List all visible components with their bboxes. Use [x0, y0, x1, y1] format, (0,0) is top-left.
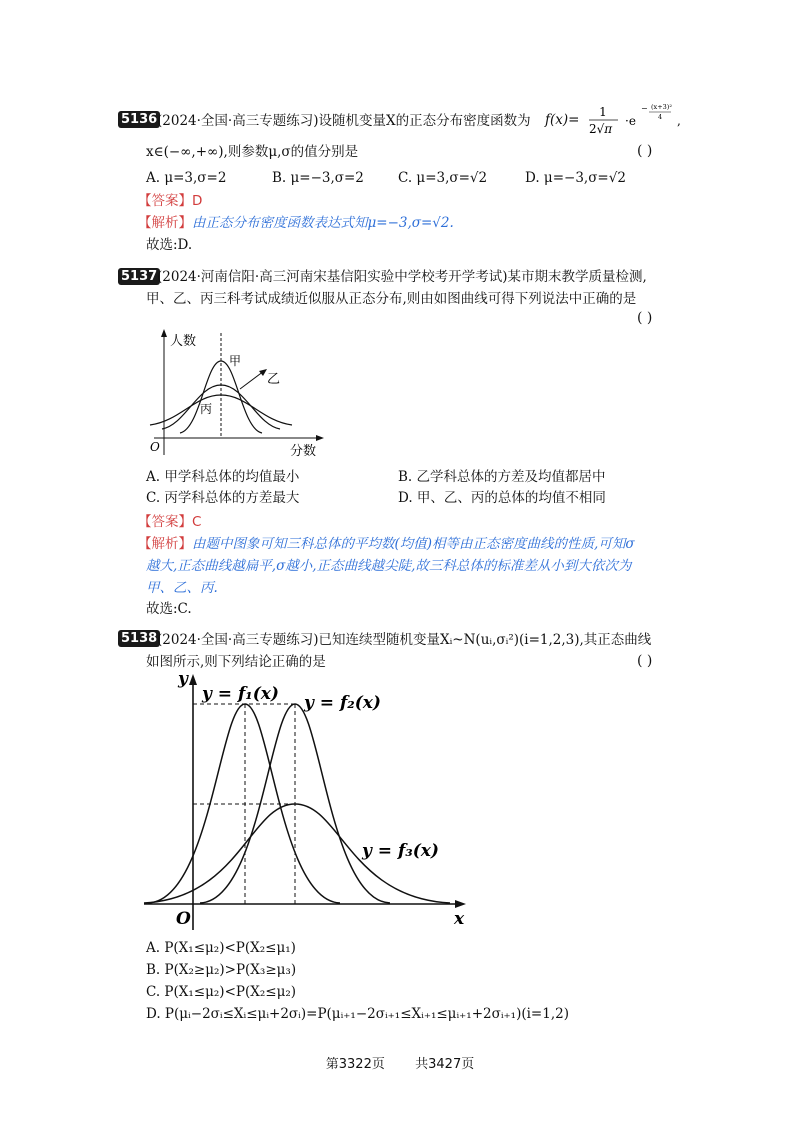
formula-fraction — [585, 103, 697, 139]
answer-line — [138, 192, 202, 210]
curve-label-jia: 甲 — [229, 354, 242, 368]
option-d: D. μ=−3,σ=√2 — [525, 170, 626, 186]
analysis-line-1 — [138, 535, 635, 553]
page-total: 共3427页 — [415, 1057, 475, 1072]
answer-blank: ( ) — [637, 653, 653, 669]
question-number: 5138 — [118, 630, 160, 647]
question-stem-line2: x∈(−∞,+∞),则参数μ,σ的值分别是 — [146, 144, 359, 160]
y-axis-arrow — [161, 329, 167, 337]
stem-text: (2024·全国·高三专题练习)设随机变量X的正态分布密度函数为 — [157, 113, 531, 129]
svg-text:−: − — [641, 104, 648, 113]
option-a: A. μ=3,σ=2 — [146, 170, 227, 186]
curve-label-yi: 乙 — [267, 372, 281, 387]
answer-value: D — [192, 193, 203, 209]
label-arrowhead — [259, 369, 267, 376]
formula-lhs: f(x)= — [545, 112, 580, 128]
x-axis-arrow — [316, 435, 324, 441]
origin-label: O — [150, 440, 160, 454]
option-b: B. μ=−3,σ=2 — [272, 170, 364, 186]
svg-text:,: , — [677, 114, 681, 128]
question-stem — [157, 112, 531, 130]
svg-text:·e: ·e — [625, 114, 636, 128]
normal-curves-figure-1 — [140, 325, 330, 465]
page-footer — [0, 1053, 800, 1072]
analysis-text: 由正态分布密度函数表达式知μ=−3,σ=√2. — [192, 215, 454, 231]
answer-label: 【答案】 — [138, 514, 192, 530]
option-c: C. μ=3,σ=√2 — [398, 170, 488, 186]
option-a: A. P(X₁≤μ₂)<P(X₂≤μ₁) — [146, 940, 296, 956]
question-number: 5136 — [118, 111, 160, 128]
answer-blank: ( ) — [637, 143, 653, 159]
curve-label-f1: y = f₁(x) — [202, 684, 279, 704]
conclusion: 故选:C. — [146, 601, 192, 617]
label-arrow — [240, 371, 264, 389]
y-label: y — [178, 669, 188, 689]
svg-text:2√π: 2√π — [589, 122, 613, 136]
page-number: 第3322页 — [325, 1057, 385, 1072]
analysis-line — [138, 214, 454, 232]
analysis-label: 【解析】 — [138, 536, 192, 552]
y-axis-arrow — [189, 674, 197, 685]
curve-yi — [162, 385, 280, 429]
option-c: C. P(X₁≤μ₂)<P(X₂≤μ₂) — [146, 984, 297, 1000]
analysis-text-1: 由题中图象可知三科总体的平均数(均值)相等由正态密度曲线的性质,可知σ — [192, 536, 635, 552]
answer-label: 【答案】 — [138, 193, 192, 209]
question-stem-line2: 如图所示,则下列结论正确的是 — [146, 654, 326, 670]
option-d: D. P(μᵢ−2σᵢ≤Xᵢ≤μᵢ+2σᵢ)=P(μᵢ₊₁−2σᵢ₊₁≤Xᵢ₊₁≤μᵢ₊₁+2σᵢ₊₁)(i=1,2) — [146, 1006, 569, 1022]
curve-label-f3: y = f₃(x) — [362, 841, 439, 861]
svg-text:4: 4 — [658, 113, 663, 121]
option-d: D. 甲、乙、丙的总体的均值不相同 — [398, 490, 606, 506]
analysis-text-2: 越大,正态曲线越扁平,σ越小,正态曲线越尖陡,故三科总体的标准差从小到大依次为 — [146, 558, 632, 574]
option-c: C. 丙学科总体的方差最大 — [146, 490, 300, 506]
question-stem: (2024·河南信阳·高三河南宋基信阳实验中学校考开学考试)某市期末教学质量检测, — [157, 269, 647, 285]
curve-label-f2: y = f₂(x) — [304, 693, 381, 713]
question-stem: (2024·全国·高三专题练习)已知连续型随机变量Xᵢ~N(uᵢ,σᵢ²)(i=1,2,3),其正态曲线 — [157, 632, 652, 648]
y-label: 人数 — [170, 334, 197, 349]
question-stem-line2: 甲、乙、丙三科考试成绩近似服从正态分布,则由如图曲线可得下列说法中正确的是 — [146, 291, 637, 307]
answer-value: C — [192, 514, 202, 530]
origin-label: O — [176, 909, 191, 929]
question-number: 5137 — [118, 268, 160, 285]
conclusion: 故选:D. — [146, 237, 193, 253]
curve-label-bing: 丙 — [200, 402, 213, 416]
x-label: x — [454, 909, 465, 929]
normal-curves-figure-2 — [140, 668, 480, 932]
option-a: A. 甲学科总体的均值最小 — [146, 469, 300, 485]
curve-jia — [180, 361, 262, 433]
svg-text:(x+3)²: (x+3)² — [651, 103, 672, 111]
option-b: B. P(X₂≥μ₂)>P(X₃≥μ₃) — [146, 962, 297, 978]
option-b: B. 乙学科总体的方差及均值都居中 — [398, 469, 606, 485]
analysis-label: 【解析】 — [138, 215, 192, 231]
x-axis-arrow — [455, 900, 466, 908]
x-label: 分数 — [290, 444, 317, 459]
analysis-text-3: 甲、乙、丙. — [146, 580, 218, 596]
answer-line — [138, 513, 201, 531]
answer-blank: ( ) — [637, 310, 653, 326]
svg-text:1: 1 — [599, 105, 607, 119]
